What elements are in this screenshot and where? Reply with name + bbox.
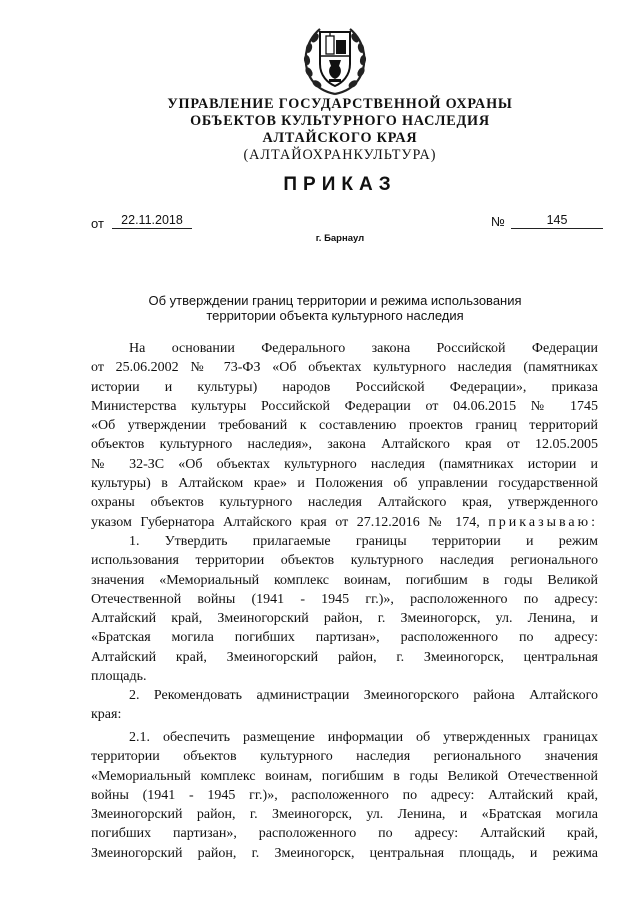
- coat-of-arms-emblem: [300, 20, 370, 98]
- text-line: от 25.06.2002 № 73-ФЗ «Об объектах культурного наследия (памятниках: [91, 360, 598, 376]
- number-label: №: [491, 214, 505, 229]
- text-line: 1. Утвердить прилагаемые границы территории и режим: [129, 534, 598, 549]
- date-label: от: [91, 216, 104, 231]
- text-line: охраны объектов культурного наследия Алтайского края, утвержденного: [91, 495, 598, 511]
- subject-line: Об утверждении границ территории и режима использования: [148, 293, 522, 308]
- text-line: [91, 513, 598, 532]
- text-line: края:: [91, 707, 122, 723]
- text-line: площадь.: [91, 669, 147, 685]
- coat-of-arms-icon: [300, 20, 370, 98]
- date-value: 22.11.2018: [112, 213, 192, 229]
- text-line: использования территории объектов культурного наследия регионального: [91, 553, 598, 569]
- text-line: «Об утверждении требований к составлению проектов границ территорий: [91, 418, 598, 434]
- item-2-paragraph: [91, 686, 598, 725]
- prikazyvayu-word: приказываю:: [488, 514, 598, 530]
- text-line: Министерства культуры Российской Федерации от 04.06.2015 № 1745: [91, 398, 598, 414]
- text-line: Алтайский край, Змеиногорский район, г. Змеиногорск, ул. Ленина, и: [91, 611, 598, 627]
- agency-name: [100, 96, 580, 164]
- text-line: объектов культурного наследия», закона Алтайского края от 12.05.2005: [91, 437, 598, 453]
- agency-line-2: ОБЪЕКТОВ КУЛЬТУРНОГО НАСЛЕДИЯ: [190, 113, 490, 129]
- text-line: 2.1. обеспечить размещение информации об утвержденных границах: [129, 730, 598, 745]
- text-line: «Мемориальный комплекс воинам, погибшим в годы Великой Отечественной: [91, 768, 598, 784]
- text-line: погибших партизан», расположенного по адресу: Алтайский край,: [91, 826, 598, 842]
- text-line: Отечественной войны (1941 - 1945 гг.)», расположенного по адресу:: [91, 591, 598, 607]
- text-line: Алтайский край, Змеиногорский район, г. Змеиногорск, центральная: [91, 649, 598, 665]
- text-line: истории и культуры) народов Российской Федерации», приказа: [91, 379, 598, 395]
- text-line: значения «Мемориальный комплекс воинам, погибшим в годы Великой: [91, 572, 598, 588]
- text-line: «Братская могила погибших партизан», расположенного по адресу:: [91, 630, 598, 646]
- text-line: войны (1941 - 1945 гг.)», расположенного по адресу: Алтайский край,: [91, 787, 598, 803]
- preamble-paragraph: [91, 339, 598, 532]
- text-line: На основании Федерального закона Российской Федерации: [129, 341, 598, 356]
- preamble-last-text: указом Губернатора Алтайского края от 27.12.2016 № 174,: [91, 514, 480, 530]
- document-subject: [100, 293, 570, 323]
- text-line: территории объектов культурного наследия регионального значения: [91, 749, 598, 765]
- document-type-title: ПРИКАЗ: [283, 174, 397, 195]
- text-line: Змеиногорский район, г. Змеиногорск, ул. Ленина, и «Братская могила: [91, 807, 598, 823]
- agency-line-3: АЛТАЙСКОГО КРАЯ: [262, 130, 418, 146]
- agency-line-1: УПРАВЛЕНИЕ ГОСУДАРСТВЕННОЙ ОХРАНЫ: [167, 96, 513, 112]
- text-line: 2. Рекомендовать администрации Змеиногорского района Алтайского: [129, 688, 598, 703]
- item-1-paragraph: [91, 532, 598, 686]
- text-line: культуры) в Алтайском крае» и Положения об управлении государственной: [91, 476, 598, 492]
- text-line: Змеиногорский район, г. Змеиногорск, центральная площадь, и режима: [91, 845, 598, 861]
- number-value: 145: [511, 213, 603, 229]
- city-label: г. Барнаул: [315, 233, 365, 244]
- item-2-1-paragraph: [91, 728, 598, 863]
- subject-line: территории объекта культурного наследия: [206, 308, 464, 323]
- text-line: № 32-ЗС «Об объектах культурного наследия (памятниках истории и: [91, 456, 598, 472]
- agency-line-4: (АЛТАЙОХРАНКУЛЬТУРА): [243, 147, 437, 163]
